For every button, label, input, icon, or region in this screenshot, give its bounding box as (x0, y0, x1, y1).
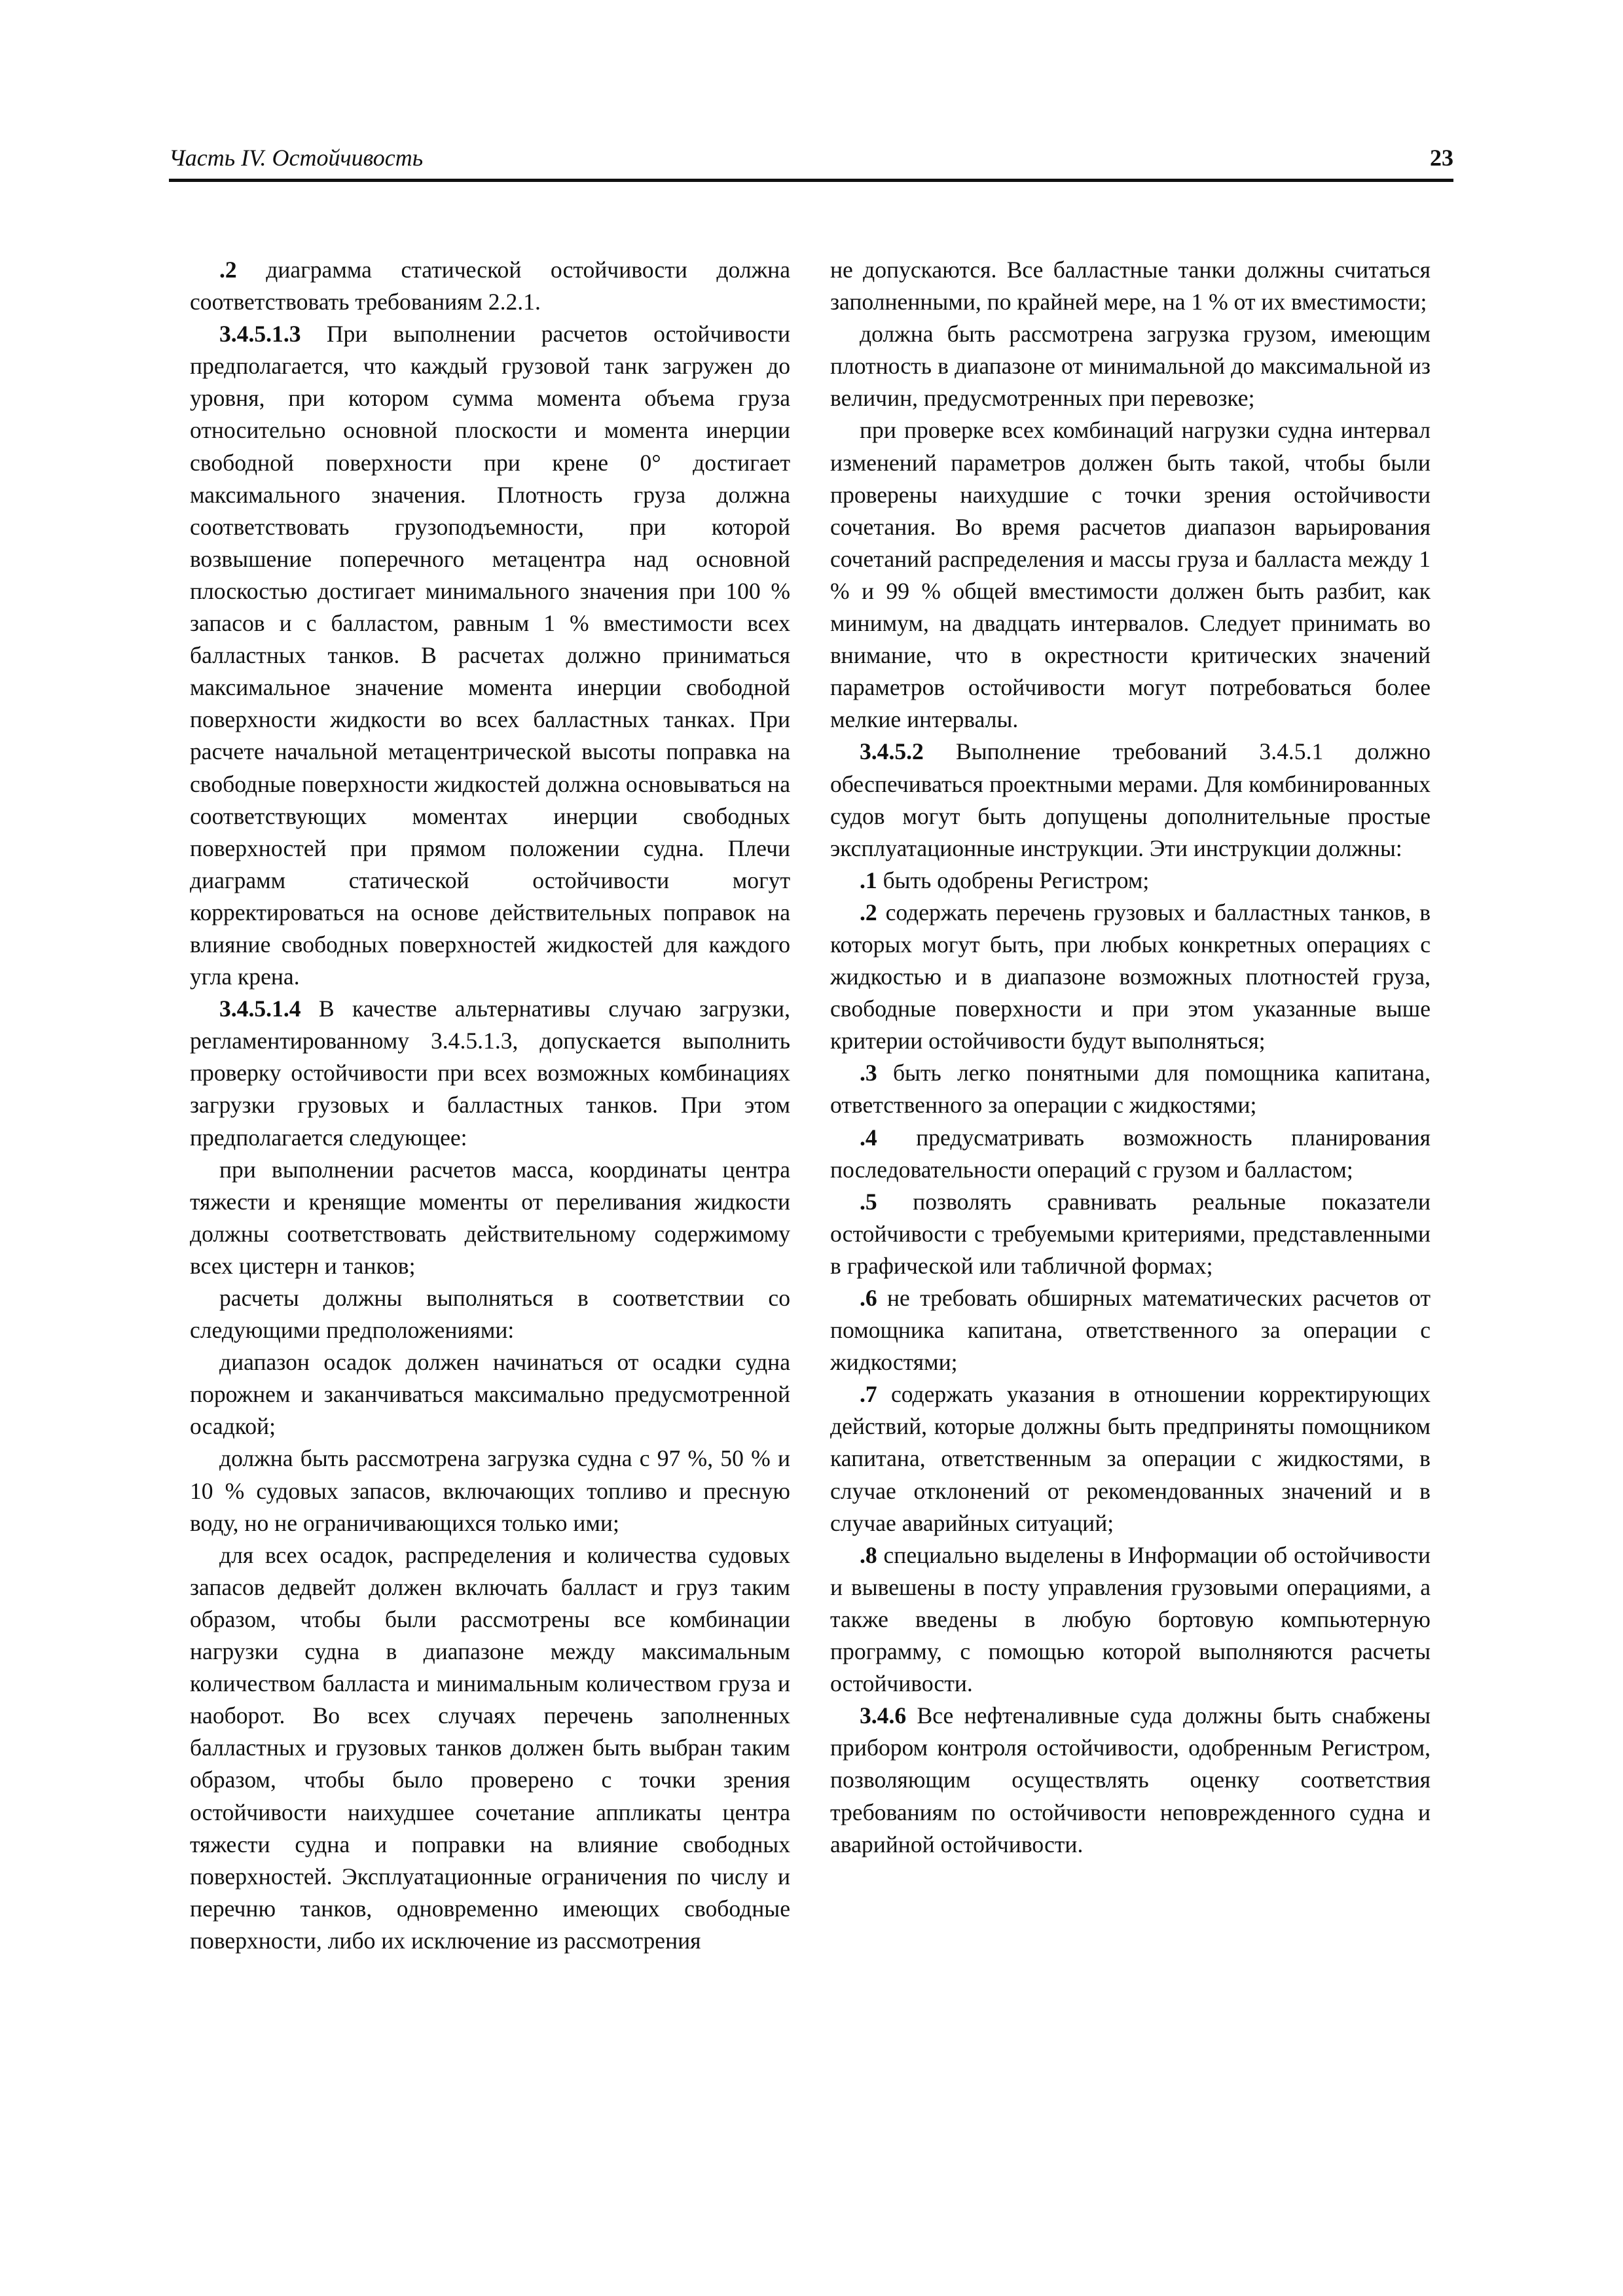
paragraph (190, 1443, 790, 1539)
paragraph-text: содержать указания в отношении корректирующих действий, которые должны быть предприняты помощником капитана, ответственным за операции с жидкостями, в случае отклонений от рекомендованных значений и в случае аварийных ситуаций; (830, 1381, 1431, 1536)
clause-number: 3.4.5.1.4 (219, 996, 301, 1022)
clause-number: .1 (860, 867, 877, 893)
clause-number: .5 (860, 1188, 877, 1215)
page-number: 23 (1430, 145, 1453, 171)
clause-number: 3.4.6 (860, 1702, 907, 1729)
paragraph-text: предусматривать возможность планирования последовательности операций с грузом и балластом; (830, 1124, 1431, 1183)
paragraph-text: диапазон осадок должен начинаться от осадки судна порожнем и заканчиваться максимально предусмотренной осадкой; (190, 1349, 790, 1440)
paragraph (190, 1539, 790, 1957)
paragraph-text: диаграмма статической остойчивости должна соответствовать требованиям 2.2.1. (190, 257, 790, 315)
clause-number: .2 (219, 257, 237, 283)
clause-number: .3 (860, 1060, 877, 1086)
paragraph-text: при выполнении расчетов масса, координаты центра тяжести и кренящие моменты от переливания жидкости должны соответствовать действительному содержимому всех цистерн и танков; (190, 1156, 790, 1279)
clause-number: .8 (860, 1541, 877, 1568)
paragraph-text: расчеты должны выполняться в соответствии со следующими предположениями: (190, 1285, 790, 1344)
paragraph (830, 318, 1431, 414)
paragraph-text: Выполнение требований 3.4.5.1 должно обеспечиваться проектными мерами. Для комбинированных судов могут быть допущены дополнительные простые эксплуатационные инструкции. Эти инструкции должны: (830, 738, 1431, 861)
clause-number: 3.4.5.2 (860, 738, 924, 765)
paragraph (190, 1282, 790, 1346)
paragraph (830, 865, 1431, 897)
paragraph (830, 1057, 1431, 1121)
paragraph (830, 1700, 1431, 1860)
page-header (169, 139, 1453, 178)
paragraph-text: для всех осадок, распределения и количества судовых запасов дедвейт должен включать балласт и груз таким образом, чтобы были рассмотрены все комбинации нагрузки судна в диапазоне между максимальным количеством балласта и минимальным количеством груза и наоборот. Во всех случаях перечень заполненных балластных и грузовых танков должен быть выбран таким образом, чтобы было проверено с точки зрения остойчивости наихудшее сочетание аппликаты центра тяжести судна и поправки на влияние свободных поверхностей. Эксплуатационные ограничения по числу и перечню танков, одновременно имеющих свободные поверхности, либо их исключение из рассмотрения (190, 1541, 790, 1954)
left-column (190, 254, 790, 1957)
running-title: Часть IV. Остойчивость (169, 145, 424, 171)
clause-number: .6 (860, 1285, 877, 1311)
clause-number: .2 (860, 899, 877, 925)
paragraph-text: специально выделены в Информации об остойчивости и вывешены в посту управления грузовыми операциями, а также введены в любую бортовую компьютерную программу, с помощью которой выполняются расчеты остойчивости. (830, 1541, 1431, 1697)
paragraph (830, 1378, 1431, 1539)
paragraph-text: должна быть рассмотрена загрузка судна с 97 %, 50 % и 10 % судовых запасов, включающих топливо и пресную воду, но не ограничивающихся только ими; (190, 1445, 790, 1536)
paragraph-text: быть одобрены Регистром; (877, 867, 1150, 893)
header-rule (169, 179, 1453, 182)
paragraph-text: при проверке всех комбинаций нагрузки судна интервал изменений параметров должен быть такой, чтобы были проверены наихудшие с точки зрения остойчивости сочетания. Во время расчетов диапазон варьирования сочетаний распределения и массы груза и балласта между 1 % и 99 % общей вместимости должен быть разбит, как минимум, на двадцать интервалов. Следует принимать во внимание, что в окрестности критических значений параметров остойчивости могут потребоваться более мелкие интервалы. (830, 417, 1431, 733)
clause-number: .7 (860, 1381, 877, 1408)
clause-number: 3.4.5.1.3 (219, 321, 301, 348)
paragraph (830, 1186, 1431, 1282)
paragraph-text: позволять сравнивать реальные показатели остойчивости с требуемыми критериями, представленными в графической или табличной формах; (830, 1188, 1431, 1279)
paragraph (830, 414, 1431, 736)
clause-number: .4 (860, 1124, 877, 1151)
paragraph-text: Все нефтеналивные суда должны быть снабжены прибором контроля остойчивости, одобренным Регистром, позволяющим осуществлять оценку соответствия требованиям по остойчивости неповрежденного судна и аварийной остойчивости. (830, 1702, 1431, 1857)
paragraph (830, 897, 1431, 1057)
paragraph (830, 1122, 1431, 1186)
right-column (830, 254, 1431, 1861)
paragraph (190, 1154, 790, 1282)
paragraph-text: При выполнении расчетов остойчивости предполагается, что каждый грузовой танк загружен до уровня, при котором сумма момента объема груза относительно основной плоскости и момента инерции свободной поверхности при крене 0° достигает максимального значения. Плотность груза должна соответствовать грузоподъемности, при которой возвышение поперечного метацентра над основной плоскостью достигает минимального значения при 100 % запасов и с балластом, равным 1 % вместимости всех балластных танков. В расчетах должно приниматься максимальное значение момента инерции свободной поверхности жидкости во всех балластных танках. При расчете начальной метацентрической высоты поправка на свободные поверхности жидкостей должна основываться на соответствующих моментах инерции свободных поверхностей при прямом положении судна. Плечи диаграмм статической остойчивости могут корректироваться на основе действительных поправок на влияние свободных поверхностей жидкостей для каждого угла крена. (190, 321, 790, 990)
paragraph (830, 1539, 1431, 1700)
paragraph-text: быть легко понятными для помощника капитана, ответственного за операции с жидкостями; (830, 1060, 1431, 1119)
paragraph-text: должна быть рассмотрена загрузка грузом, имеющим плотность в диапазоне от минимальной до максимальной из величин, предусмотренных при перевозке; (830, 321, 1431, 412)
paragraph (830, 254, 1431, 318)
paragraph-text: В качестве альтернативы случаю загрузки, регламентированному 3.4.5.1.3, допускается выполнить проверку остойчивости при всех возможных комбинациях загрузки грузовых и балластных танков. При этом предполагается следующее: (190, 996, 790, 1151)
paragraph-text: не допускаются. Все балластные танки должны считаться заполненными, по крайней мере, на 1 % от их вместимости; (830, 257, 1431, 315)
paragraph (190, 1346, 790, 1443)
paragraph (190, 254, 790, 318)
paragraph-text: не требовать обширных математических расчетов от помощника капитана, ответственного за операции с жидкостями; (830, 1285, 1431, 1376)
paragraph (190, 993, 790, 1153)
paragraph-text: содержать перечень грузовых и балластных танков, в которых могут быть, при любых конкретных операциях с жидкостью и в диапазоне возможных плотностей груза, свободные поверхности и при этом указанные выше критерии остойчивости будут выполняться; (830, 899, 1431, 1054)
paragraph (830, 1282, 1431, 1378)
paragraph (190, 318, 790, 993)
paragraph (830, 736, 1431, 864)
